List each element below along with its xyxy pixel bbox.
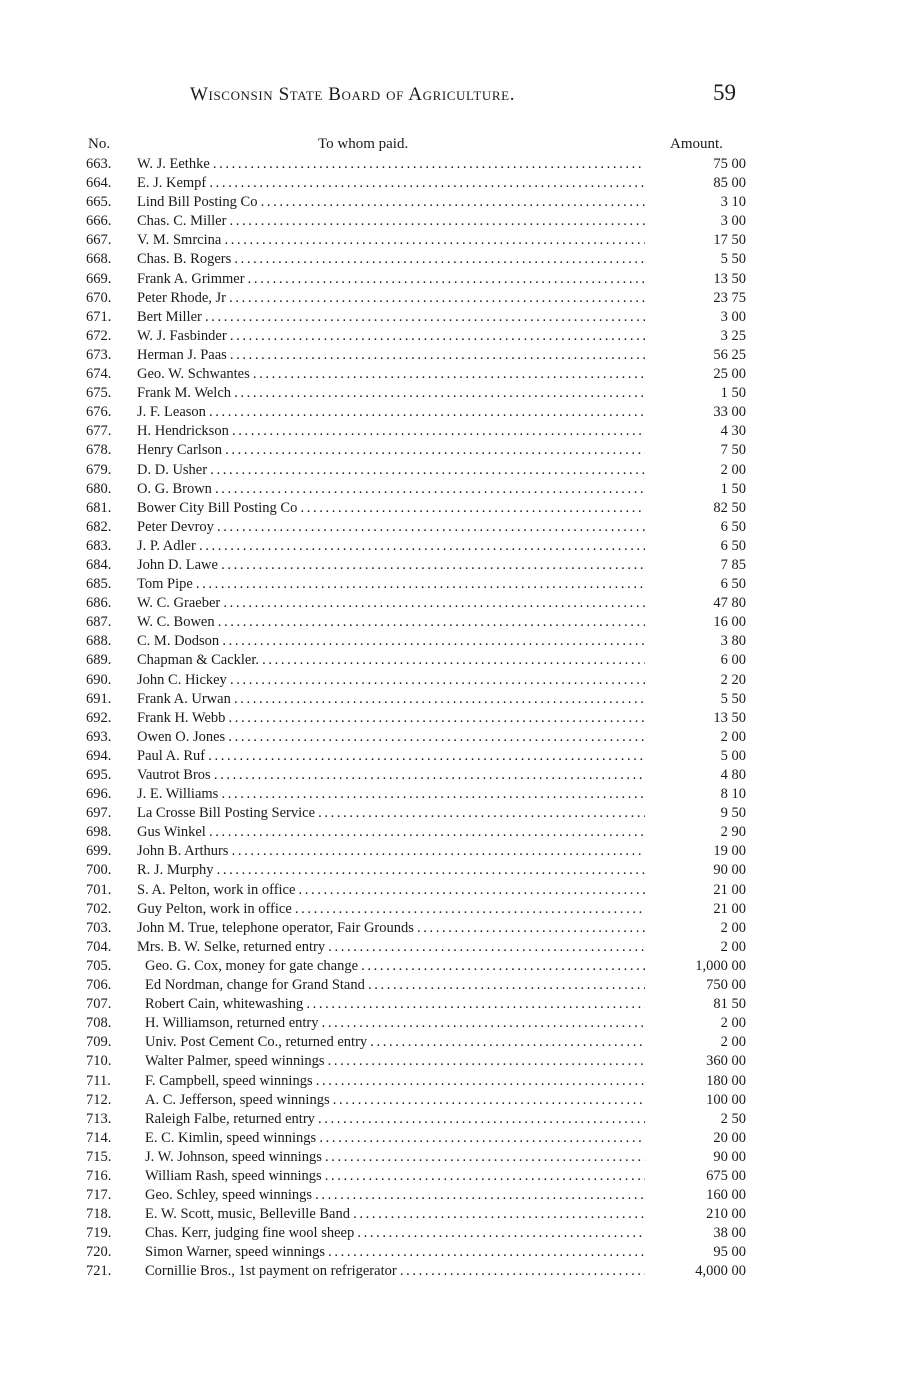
payee-name: John M. True, telephone operator, Fair Grounds . . . <box>137 919 645 938</box>
table-row <box>0 174 900 193</box>
amount: 2 50 <box>720 1110 746 1127</box>
amount: 3 80 <box>720 633 746 650</box>
table-row <box>0 1224 900 1243</box>
table-row <box>0 804 900 823</box>
voucher-number: 668. <box>86 251 112 268</box>
table-row <box>0 575 900 594</box>
amount: 25 00 <box>713 366 746 383</box>
voucher-number: 697. <box>86 805 112 822</box>
payee-name: Vautrot Bros . . . <box>137 766 645 785</box>
payee-name: W. J. Eethke . . . <box>137 155 645 174</box>
voucher-number: 715. <box>86 1148 112 1165</box>
payee-name: F. Campbell, speed winnings . . . <box>145 1072 645 1091</box>
payee-name: La Crosse Bill Posting Service . . . <box>137 804 645 823</box>
amount: 38 00 <box>713 1225 746 1242</box>
amount: 2 00 <box>720 461 746 478</box>
voucher-number: 705. <box>86 957 112 974</box>
payee-name: Owen O. Jones . . . <box>137 728 645 747</box>
voucher-number: 673. <box>86 346 112 363</box>
amount: 1,000 00 <box>695 957 746 974</box>
table-row <box>0 1091 900 1110</box>
header-no: No. <box>88 136 111 152</box>
voucher-number: 702. <box>86 900 112 917</box>
table-row <box>0 900 900 919</box>
voucher-number: 679. <box>86 461 112 478</box>
column-headers <box>0 136 900 154</box>
amount: 210 00 <box>706 1206 746 1223</box>
voucher-number: 685. <box>86 576 112 593</box>
voucher-number: 706. <box>86 977 112 994</box>
amount: 1 50 <box>720 385 746 402</box>
payee-name: W. J. Fasbinder . . . <box>137 327 645 346</box>
voucher-number: 667. <box>86 232 112 249</box>
payee-name: Guy Pelton, work in office . . . <box>137 900 645 919</box>
payee-name: Chas. Kerr, judging fine wool sheep . . . <box>145 1224 645 1243</box>
payee-name: H. Williamson, returned entry . . . <box>145 1014 645 1033</box>
voucher-number: 678. <box>86 442 112 459</box>
table-row <box>0 671 900 690</box>
amount: 56 25 <box>713 346 746 363</box>
table-row <box>0 976 900 995</box>
payee-name: Paul A. Ruf . . . <box>137 747 645 766</box>
amount: 13 50 <box>713 270 746 287</box>
amount: 3 00 <box>720 213 746 230</box>
voucher-number: 672. <box>86 327 112 344</box>
amount: 17 50 <box>713 232 746 249</box>
payee-name: Bert Miller . . . <box>137 308 645 327</box>
voucher-number: 721. <box>86 1263 112 1280</box>
amount: 19 00 <box>713 843 746 860</box>
amount: 20 00 <box>713 1129 746 1146</box>
payee-name: Peter Rhode, Jr . . . <box>137 289 645 308</box>
voucher-number: 674. <box>86 366 112 383</box>
table-row <box>0 881 900 900</box>
table-row <box>0 1262 900 1281</box>
payee-name: C. M. Dodson . . . <box>137 632 645 651</box>
voucher-number: 711. <box>86 1072 111 1089</box>
voucher-number: 714. <box>86 1129 112 1146</box>
amount: 9 50 <box>720 805 746 822</box>
voucher-number: 665. <box>86 194 112 211</box>
table-row <box>0 861 900 880</box>
table-row <box>0 461 900 480</box>
voucher-number: 671. <box>86 308 112 325</box>
voucher-number: 708. <box>86 1015 112 1032</box>
voucher-number: 699. <box>86 843 112 860</box>
payee-name: Geo. Schley, speed winnings . . . <box>145 1186 645 1205</box>
voucher-number: 717. <box>86 1187 112 1204</box>
payee-name: D. D. Usher . . . <box>137 461 645 480</box>
payee-name: William Rash, speed winnings . . . <box>145 1167 645 1186</box>
payee-name: Geo. G. Cox, money for gate change . . . <box>145 957 645 976</box>
voucher-number: 696. <box>86 786 112 803</box>
table-row <box>0 728 900 747</box>
table-row <box>0 957 900 976</box>
table-row <box>0 709 900 728</box>
voucher-number: 713. <box>86 1110 112 1127</box>
voucher-number: 687. <box>86 614 112 631</box>
payee-name: J. P. Adler . . . <box>137 537 645 556</box>
amount: 5 50 <box>720 690 746 707</box>
table-row <box>0 995 900 1014</box>
header-amount: Amount. <box>670 136 723 152</box>
voucher-number: 680. <box>86 480 112 497</box>
voucher-number: 692. <box>86 709 112 726</box>
table-row <box>0 651 900 670</box>
payee-name: Robert Cain, whitewashing . . . <box>145 995 645 1014</box>
voucher-number: 694. <box>86 747 112 764</box>
table-row <box>0 766 900 785</box>
table-row <box>0 1033 900 1052</box>
table-row <box>0 1243 900 1262</box>
table-row <box>0 480 900 499</box>
table-row <box>0 289 900 308</box>
payee-name: Herman J. Paas . . . <box>137 346 645 365</box>
payee-name: J. F. Leason . . . <box>137 403 645 422</box>
payee-name: S. A. Pelton, work in office . . . <box>137 881 645 900</box>
table-row <box>0 365 900 384</box>
table-row <box>0 1014 900 1033</box>
table-row <box>0 346 900 365</box>
amount: 100 00 <box>706 1091 746 1108</box>
amount: 47 80 <box>713 595 746 612</box>
payee-name: Frank M. Welch . . . <box>137 384 645 403</box>
table-row <box>0 747 900 766</box>
voucher-number: 704. <box>86 938 112 955</box>
amount: 82 50 <box>713 499 746 516</box>
payee-name: Lind Bill Posting Co . . . <box>137 193 645 212</box>
payee-name: Univ. Post Cement Co., returned entry . . . <box>145 1033 645 1052</box>
payee-name: E. C. Kimlin, speed winnings . . . <box>145 1129 645 1148</box>
table-row <box>0 594 900 613</box>
amount: 4 80 <box>720 767 746 783</box>
amount: 2 00 <box>720 919 746 936</box>
payee-name: Bower City Bill Posting Co . . . <box>137 499 645 518</box>
table-row <box>0 938 900 957</box>
voucher-number: 675. <box>86 385 112 402</box>
amount: 6 50 <box>720 576 746 593</box>
payee-name: J. E. Williams . . . <box>137 785 645 804</box>
payee-name: Henry Carlson . . . <box>137 441 645 460</box>
amount: 2 00 <box>720 1034 746 1051</box>
payee-name: Chas. B. Rogers . . . <box>137 250 645 269</box>
voucher-number: 684. <box>86 556 112 573</box>
amount: 6 50 <box>720 518 746 535</box>
amount: 360 00 <box>706 1053 746 1070</box>
amount: 5 50 <box>720 251 746 268</box>
table-row <box>0 1186 900 1205</box>
table-row <box>0 537 900 556</box>
amount: 3 00 <box>720 308 746 325</box>
table-row <box>0 690 900 709</box>
amount: 2 00 <box>720 938 746 955</box>
amount: 4 30 <box>720 423 746 440</box>
table-row <box>0 270 900 289</box>
voucher-number: 718. <box>86 1206 112 1223</box>
table-row <box>0 308 900 327</box>
amount: 160 00 <box>706 1187 746 1204</box>
voucher-number: 700. <box>86 862 112 879</box>
amount: 33 00 <box>713 404 746 421</box>
voucher-number: 712. <box>86 1091 112 1108</box>
payee-name: Frank H. Webb . . . <box>137 709 645 728</box>
amount: 81 50 <box>713 996 746 1013</box>
voucher-number: 690. <box>86 671 112 688</box>
voucher-number: 682. <box>86 518 112 535</box>
payee-name: Frank A. Urwan . . . <box>137 690 645 709</box>
payments-table <box>0 155 900 1282</box>
amount: 16 00 <box>713 614 746 631</box>
voucher-number: 720. <box>86 1244 112 1261</box>
page-header <box>0 80 900 114</box>
payee-name: Geo. W. Schwantes . . . <box>137 365 645 384</box>
voucher-number: 664. <box>86 175 112 192</box>
amount: 3 10 <box>720 194 746 211</box>
amount: 3 25 <box>720 327 746 344</box>
voucher-number: 716. <box>86 1167 112 1184</box>
payee-name: W. C. Bowen . . . <box>137 613 645 632</box>
table-row <box>0 919 900 938</box>
table-row <box>0 1205 900 1224</box>
payee-name: J. W. Johnson, speed winnings . . . <box>145 1148 645 1167</box>
voucher-number: 693. <box>86 728 112 745</box>
amount: 21 00 <box>713 900 746 917</box>
amount: 2 00 <box>720 1015 746 1032</box>
amount: 7 50 <box>720 442 746 459</box>
payee-name: W. C. Graeber . . . <box>137 594 645 613</box>
table-row <box>0 384 900 403</box>
table-row <box>0 441 900 460</box>
table-row <box>0 193 900 212</box>
payee-name: Gus Winkel . . . <box>137 823 645 842</box>
voucher-number: 698. <box>86 824 112 841</box>
voucher-number: 669. <box>86 270 112 287</box>
voucher-number: 689. <box>86 652 112 669</box>
amount: 6 00 <box>720 652 746 669</box>
payee-name: John B. Arthurs . . . <box>137 842 645 861</box>
voucher-number: 710. <box>86 1053 112 1070</box>
amount: 75 00 <box>713 156 746 172</box>
amount: 2 00 <box>720 728 746 745</box>
payee-name: John D. Lawe . . . <box>137 556 645 575</box>
amount: 90 00 <box>713 1148 746 1165</box>
payee-name: R. J. Murphy . . . <box>137 861 645 880</box>
voucher-number: 670. <box>86 289 112 306</box>
table-row <box>0 1110 900 1129</box>
amount: 2 20 <box>720 671 746 688</box>
voucher-number: 701. <box>86 881 112 898</box>
payee-name: Mrs. B. W. Selke, returned entry . . . <box>137 938 645 957</box>
table-row <box>0 1072 900 1091</box>
table-row <box>0 613 900 632</box>
payee-name: Tom Pipe . . . <box>137 575 645 594</box>
payee-name: V. M. Smrcina . . . <box>137 231 645 250</box>
amount: 23 75 <box>713 289 746 306</box>
voucher-number: 719. <box>86 1225 112 1242</box>
amount: 13 50 <box>713 709 746 726</box>
voucher-number: 663. <box>86 156 112 172</box>
amount: 180 00 <box>706 1072 746 1089</box>
amount: 2 90 <box>720 824 746 841</box>
table-row <box>0 556 900 575</box>
table-row <box>0 842 900 861</box>
amount: 95 00 <box>713 1244 746 1261</box>
payee-name: E. W. Scott, music, Belleville Band . . . <box>145 1205 645 1224</box>
amount: 85 00 <box>713 175 746 192</box>
page-number: 59 <box>713 80 736 105</box>
page-title: Wisconsin State Board of Agriculture. <box>190 84 516 105</box>
table-row <box>0 823 900 842</box>
amount: 4,000 00 <box>695 1263 746 1280</box>
payee-name: Chapman & Cackler. . . . <box>137 651 645 670</box>
amount: 21 00 <box>713 881 746 898</box>
table-row <box>0 1052 900 1071</box>
table-row <box>0 1129 900 1148</box>
voucher-number: 677. <box>86 423 112 440</box>
table-row <box>0 155 900 174</box>
table-row <box>0 785 900 804</box>
payee-name: Walter Palmer, speed winnings . . . <box>145 1052 645 1071</box>
table-row <box>0 518 900 537</box>
voucher-number: 686. <box>86 595 112 612</box>
voucher-number: 666. <box>86 213 112 230</box>
voucher-number: 709. <box>86 1034 112 1051</box>
voucher-number: 688. <box>86 633 112 650</box>
voucher-number: 707. <box>86 996 112 1013</box>
voucher-number: 695. <box>86 767 112 783</box>
table-row <box>0 1148 900 1167</box>
table-row <box>0 403 900 422</box>
table-row <box>0 327 900 346</box>
payee-name: Chas. C. Miller . . . <box>137 212 645 231</box>
payee-name: A. C. Jefferson, speed winnings . . . <box>145 1091 645 1110</box>
table-row <box>0 212 900 231</box>
payee-name: E. J. Kempf . . . <box>137 174 645 193</box>
amount: 7 85 <box>720 556 746 573</box>
amount: 6 50 <box>720 537 746 554</box>
amount: 8 10 <box>720 786 746 803</box>
amount: 90 00 <box>713 862 746 879</box>
payee-name: Raleigh Falbe, returned entry . . . <box>145 1110 645 1129</box>
table-row <box>0 231 900 250</box>
payee-name: Cornillie Bros., 1st payment on refrigerator . . . <box>145 1262 645 1281</box>
amount: 5 00 <box>720 747 746 764</box>
amount: 675 00 <box>706 1167 746 1184</box>
payee-name: Frank A. Grimmer . . . <box>137 270 645 289</box>
payee-name: O. G. Brown . . . <box>137 480 645 499</box>
voucher-number: 681. <box>86 499 112 516</box>
amount: 1 50 <box>720 480 746 497</box>
payee-name: Ed Nordman, change for Grand Stand . . . <box>145 976 645 995</box>
table-row <box>0 499 900 518</box>
table-row <box>0 422 900 441</box>
header-payee: To whom paid. <box>318 136 409 152</box>
payee-name: Simon Warner, speed winnings . . . <box>145 1243 645 1262</box>
voucher-number: 691. <box>86 690 112 707</box>
table-row <box>0 250 900 269</box>
voucher-number: 703. <box>86 919 112 936</box>
amount: 750 00 <box>706 977 746 994</box>
payee-name: H. Hendrickson . . . <box>137 422 645 441</box>
payee-name: Peter Devroy . . . <box>137 518 645 537</box>
voucher-number: 683. <box>86 537 112 554</box>
table-row <box>0 632 900 651</box>
voucher-number: 676. <box>86 404 112 421</box>
payee-name: John C. Hickey . . . <box>137 671 645 690</box>
table-row <box>0 1167 900 1186</box>
